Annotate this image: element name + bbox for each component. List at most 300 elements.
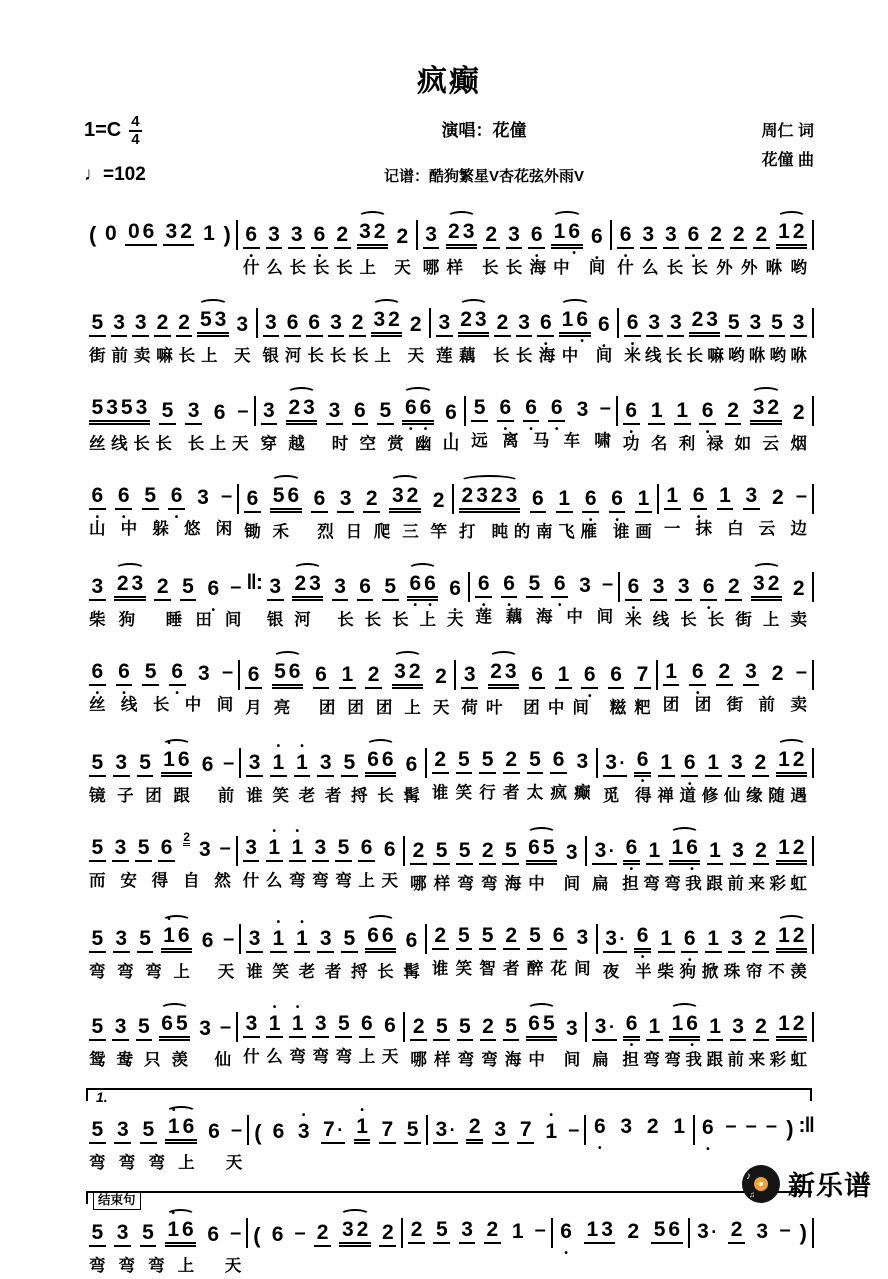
- note-digit: 3: [248, 927, 261, 950]
- note-digit: 6 •: [117, 661, 132, 682]
- note-group: [497, 397, 514, 422]
- note-group: [195, 663, 212, 686]
- notes-row: [700, 1103, 794, 1140]
- note-group: [140, 1222, 157, 1247]
- lyrics-row: [408, 1254, 546, 1276]
- note-digit: 5: [459, 1015, 471, 1038]
- note-group: [295, 1121, 312, 1144]
- lyric-char: 帘: [746, 963, 763, 981]
- note-digit: 6 •: [418, 397, 433, 418]
- singer-credit: 演唱：花僮: [441, 121, 527, 140]
- note-digit: 2: [732, 223, 745, 246]
- lyric-char: 前: [217, 787, 235, 805]
- note-digit: 2: [482, 1015, 494, 1038]
- note-digit: 6: [367, 748, 379, 771]
- note-digit: 3: [268, 223, 280, 246]
- note-digit: 3: [265, 311, 277, 334]
- lyric-char: 日: [345, 523, 363, 541]
- note-digit: 6 •: [408, 573, 423, 594]
- note-group: [199, 754, 216, 777]
- measure: [84, 296, 256, 369]
- duration-dash: –: [221, 485, 233, 507]
- note-group: [408, 1219, 425, 1244]
- note-digit: 5: [458, 924, 470, 947]
- note-digit: 6 •: [682, 928, 697, 949]
- note-group: [530, 488, 547, 513]
- note-digit: 6: [405, 929, 418, 952]
- note-group: [526, 837, 557, 865]
- lyric-char: 跟: [706, 1051, 723, 1069]
- note-group: [526, 1013, 557, 1041]
- lyric-char: 空: [359, 435, 377, 453]
- lyrics-row: [89, 347, 251, 369]
- note-digit: 6: [247, 663, 260, 686]
- lyric-char: 夜: [602, 963, 620, 981]
- note-digit: 6 •: [549, 397, 564, 418]
- barline: [812, 308, 814, 338]
- note-group: [623, 400, 640, 425]
- note-digit: 6: [367, 924, 379, 947]
- measure: [84, 648, 238, 718]
- lyric-char: 线: [644, 347, 662, 365]
- note-digit: 3: [91, 575, 104, 598]
- note-group: [625, 576, 642, 601]
- lyric-char: 老: [298, 963, 316, 981]
- lyric-char: [148, 611, 153, 633]
- lyric-char: 画: [635, 523, 652, 541]
- lyric-char: 中: [120, 520, 138, 538]
- barline: [812, 836, 814, 866]
- note-group: [89, 576, 106, 601]
- note-digit: 6 •: [624, 837, 639, 858]
- lyrics-row: [471, 432, 611, 454]
- notes-row: [89, 824, 231, 862]
- lyric-char: 弯: [89, 1154, 106, 1172]
- note-digit: 3: [330, 311, 342, 334]
- parenthesis: ): [786, 1116, 794, 1141]
- duration-dash: –: [765, 1115, 778, 1137]
- note-group: [479, 840, 496, 865]
- notes-row: [436, 296, 612, 337]
- lyric-char: 只: [144, 1051, 161, 1069]
- note-digit: 6 •: [624, 1013, 639, 1034]
- lyric-char: 如: [734, 435, 752, 453]
- lyric-char: 弯: [118, 1257, 136, 1275]
- note-digit: 3: [197, 662, 210, 685]
- note-digit: 0: [127, 220, 140, 243]
- note-digit: 2: [505, 748, 518, 771]
- note-group: [548, 397, 565, 422]
- note-digit: 1: [719, 484, 731, 507]
- lyrics-row: [261, 435, 460, 457]
- note-group: [433, 666, 450, 689]
- lyric-char: 弯: [289, 1048, 306, 1066]
- note-digit: 1: [778, 748, 790, 771]
- measure: [454, 472, 657, 545]
- note-digit: 1: [707, 927, 720, 950]
- duration-dash: –: [779, 1219, 791, 1241]
- lyric-char: 长: [377, 787, 394, 805]
- lyric-char: 间: [595, 347, 613, 365]
- note-digit: 1: [660, 927, 673, 950]
- lyric-char: 的: [513, 523, 531, 541]
- lyric-char: 禾: [272, 523, 289, 541]
- note-group: [294, 752, 311, 777]
- lyric-char: 弯: [118, 1154, 136, 1172]
- lyric-char: 长: [152, 696, 170, 714]
- note-digit: 2: [116, 572, 129, 595]
- notes-row: [89, 1206, 241, 1247]
- lyric-char: 半: [635, 963, 652, 981]
- notes-row: [664, 472, 807, 510]
- note-group: [197, 1018, 214, 1041]
- lyric-char: 云: [758, 520, 776, 538]
- note-group: [243, 224, 260, 249]
- lyric-char: [625, 787, 630, 809]
- lyric-char: 三: [402, 523, 419, 541]
- lyric-char: 上: [419, 611, 436, 629]
- note-group: [556, 488, 573, 513]
- note-group: [363, 488, 380, 513]
- note-digit: 3: [341, 1218, 354, 1241]
- note-digit: 6: [383, 838, 396, 861]
- note-digit: 2: [468, 1115, 481, 1138]
- notes-row: [663, 648, 807, 686]
- lyric-char: 哟: [728, 347, 745, 365]
- note-group: [292, 573, 323, 601]
- note-digit: 2: [490, 484, 503, 507]
- measure: [84, 1103, 247, 1176]
- note-group: [663, 224, 680, 249]
- note-digit: 3: [579, 574, 591, 597]
- note-digit: 2: [412, 839, 425, 862]
- lyric-char: 弯: [664, 875, 681, 893]
- measure: [466, 384, 616, 454]
- score-line: [84, 912, 814, 985]
- note-group: [617, 224, 634, 249]
- lyric-char: 哪: [410, 875, 427, 893]
- key-label: 1=C: [84, 119, 122, 142]
- lyric-char: 弯: [643, 875, 660, 893]
- lyric-char: 鸳: [89, 1051, 106, 1069]
- note-digit: 5: [274, 660, 286, 683]
- note-group: [89, 397, 150, 425]
- song-title: 疯癫: [417, 65, 481, 98]
- note-group: [269, 1224, 286, 1247]
- note-digit: 3: [648, 311, 660, 334]
- note-digit: 3: [505, 484, 518, 507]
- note-digit: 2: [156, 575, 169, 598]
- note-digit: 2: [396, 225, 409, 248]
- note-digit: 6 •: [590, 226, 605, 247]
- note-group: [289, 837, 306, 862]
- duration-dash: –: [725, 1115, 737, 1137]
- note-digit: 3: [290, 223, 303, 246]
- note-group: [382, 1015, 399, 1038]
- note-group: [403, 930, 420, 953]
- note-digit: 2: [485, 223, 498, 246]
- note-digit: 6: [315, 663, 327, 686]
- note-digit: 5: [473, 396, 486, 419]
- note-digit: 6 •: [444, 402, 459, 423]
- lyric-char: 上: [374, 347, 392, 365]
- note-digit: 5: [542, 836, 555, 859]
- lyric-char: 鸯: [116, 1051, 133, 1069]
- lyric-char: 银: [262, 347, 279, 365]
- lyrics-row: [617, 259, 807, 281]
- augmentation-dot: ·: [619, 752, 626, 773]
- note-group: [529, 664, 546, 689]
- vinyl-record-icon: [742, 1165, 780, 1203]
- lyrics-row: [244, 523, 447, 545]
- note-group: [707, 1016, 724, 1041]
- lyric-char: 上: [404, 699, 421, 717]
- note-group: [349, 312, 366, 337]
- note-digit: 6: [160, 836, 173, 859]
- note-group: [266, 1013, 283, 1038]
- note-group: [103, 223, 120, 246]
- note-group: [574, 751, 591, 774]
- note-digit: 3: [134, 311, 147, 334]
- lyric-char: 上: [359, 259, 376, 277]
- note-group: [501, 573, 518, 598]
- note-group: [404, 1119, 421, 1144]
- composer-credit: 花僮 曲: [761, 151, 814, 169]
- lyric-char: [577, 259, 582, 281]
- note-digit: 5: [91, 1015, 104, 1038]
- note-group: [407, 573, 438, 601]
- lyrics-row: [89, 520, 232, 542]
- lyric-char: 哪: [422, 259, 440, 277]
- lyric-char: 天: [231, 435, 249, 453]
- note-digit: 2: [434, 924, 447, 947]
- note-group: [753, 1016, 770, 1041]
- lyric-char: 一: [663, 520, 681, 538]
- note-digit: 3: [391, 484, 404, 507]
- note-group: [483, 224, 500, 249]
- note-digit: 3: [594, 839, 607, 862]
- note-digit: 3: [114, 836, 127, 859]
- note-digit: 3: [339, 487, 352, 510]
- note-group: [503, 1016, 520, 1041]
- note-group: [663, 661, 680, 686]
- note-group: [790, 402, 807, 425]
- note-group: [321, 1119, 346, 1144]
- lyrics-row: [558, 1254, 683, 1276]
- note-group: [154, 312, 171, 337]
- lyrics-row: [254, 1154, 421, 1176]
- note-group: [335, 1013, 352, 1038]
- note-group: [776, 749, 807, 777]
- lyric-char: 哟: [790, 259, 807, 277]
- note-digit: 3: [752, 396, 765, 419]
- note-group: [433, 1016, 450, 1041]
- note-digit: 1: [778, 836, 790, 859]
- note-digit: 2: [448, 220, 460, 243]
- lyric-char: [202, 787, 207, 809]
- note-group: [728, 752, 745, 777]
- notes-row: [245, 648, 449, 689]
- lyric-char: [613, 1051, 618, 1073]
- note-group: [559, 309, 590, 337]
- notes-row: [408, 1206, 546, 1244]
- note-digit: 6 •: [90, 661, 105, 682]
- lyric-char: [322, 611, 327, 633]
- lyric-char: 上: [209, 435, 227, 453]
- note-group: [457, 1016, 474, 1041]
- duration-dash: –: [223, 752, 235, 774]
- note-digit: 2: [367, 663, 380, 686]
- note-digit: 1: [648, 1015, 661, 1038]
- note-digit: 2: [435, 665, 447, 688]
- lyric-char: 间: [563, 1051, 581, 1069]
- note-digit: 2: [730, 1218, 743, 1241]
- augmentation-dot: ·: [711, 1221, 718, 1242]
- note-digit: 2: [754, 927, 767, 950]
- note-digit: 1 •: [295, 928, 310, 949]
- measure: [695, 1103, 799, 1172]
- lyric-char: 弯: [480, 875, 498, 893]
- note-group: [289, 1013, 306, 1038]
- note-digit: 3: [131, 572, 144, 595]
- note-digit: 6: [552, 748, 565, 771]
- note-digit: 3: [476, 484, 488, 507]
- note-digit: 1 •: [544, 1121, 559, 1142]
- lyric-char: [202, 963, 207, 985]
- measures-row: [84, 912, 814, 985]
- note-digit: 1: [553, 220, 566, 243]
- lyric-char: 上: [177, 1257, 195, 1275]
- note-digit: 7: [323, 1118, 335, 1141]
- note-group: [752, 928, 769, 953]
- note-group: [502, 840, 519, 865]
- lyrics-row: [243, 259, 411, 281]
- lyric-char: 长: [492, 347, 510, 365]
- note-group: [716, 661, 733, 686]
- note-digit: 5: [435, 1015, 448, 1038]
- note-group: [589, 226, 606, 249]
- note-group: [142, 485, 159, 510]
- note-group: [358, 837, 375, 862]
- duration-dash: –: [795, 485, 807, 507]
- lyric-char: 前: [758, 696, 776, 714]
- note-group: [168, 485, 185, 510]
- notes-row: [244, 472, 447, 513]
- notes-row: [432, 912, 591, 950]
- lyric-char: 银: [266, 611, 284, 629]
- lyric-char: 天: [446, 611, 464, 629]
- note-digit: 6: [201, 753, 214, 776]
- measure: [428, 1103, 585, 1176]
- lyric-char: 团: [375, 699, 393, 717]
- lyric-char: 长: [312, 259, 330, 277]
- lyric-char: 谁: [612, 523, 630, 541]
- lyric-char: 弯: [335, 1048, 353, 1066]
- note-digit: 1: [709, 1015, 721, 1038]
- note-digit: 6 •: [625, 312, 640, 333]
- note-digit: 1: [648, 839, 661, 862]
- note-group: [671, 1116, 688, 1139]
- note-group: [111, 312, 128, 337]
- note-digit: 6 •: [682, 752, 697, 773]
- lyric-char: 来: [748, 875, 765, 893]
- lyric-char: 样: [433, 1051, 451, 1069]
- lyric-char: 长: [666, 259, 684, 277]
- note-digit: 6 •: [686, 224, 701, 245]
- note-group: [270, 928, 287, 953]
- note-digit: 5: [199, 308, 212, 331]
- note-group: [142, 661, 159, 686]
- lyric-char: 捋: [350, 787, 368, 805]
- note-digit: 2: [381, 1221, 394, 1244]
- note-group: [357, 576, 374, 601]
- lyric-char: 上: [762, 611, 780, 629]
- note-group: [433, 1219, 450, 1244]
- lyric-char: [603, 523, 608, 545]
- barline: [812, 484, 814, 514]
- note-digit: 6: [201, 929, 214, 952]
- lyric-char: 盹: [491, 523, 509, 541]
- note-group: [674, 400, 691, 425]
- lyric-char: 么: [265, 872, 283, 890]
- note-digit: 6: [161, 1012, 173, 1035]
- note-group: [609, 488, 626, 513]
- lyric-char: 海: [538, 347, 556, 365]
- lyric-char: 时: [331, 435, 349, 453]
- lyric-char: 亮: [273, 699, 291, 717]
- note-digit: 5: [337, 1012, 350, 1035]
- note-group: [246, 928, 263, 953]
- note-digit: 2: [180, 220, 192, 243]
- lyric-char: 利: [678, 435, 696, 453]
- note-digit: 2: [432, 489, 445, 512]
- lyric-char: 长: [515, 347, 533, 365]
- measure: [405, 1000, 585, 1073]
- notes-row: [246, 912, 420, 953]
- note-digit: 2: [767, 396, 780, 419]
- notes-row: [623, 384, 807, 425]
- note-group: [667, 312, 684, 337]
- lyric-char: [470, 259, 475, 281]
- note-digit: 6: [528, 1012, 540, 1035]
- lyrics-row: [623, 435, 807, 457]
- lyric-char: 长: [392, 611, 409, 629]
- note-group: [113, 752, 130, 777]
- lyric-char: 么: [642, 259, 659, 277]
- lyrics-row: [475, 608, 613, 630]
- note-digit: 1: [650, 399, 663, 422]
- note-digit: 2: [792, 836, 805, 859]
- lyrics-row: [459, 523, 652, 545]
- lyric-char: 谁: [431, 784, 449, 802]
- lyric-char: 么: [266, 259, 283, 277]
- note-group: [89, 1016, 106, 1041]
- note-group: [790, 578, 807, 601]
- lyric-char: 羡: [790, 963, 807, 981]
- lyric-char: 仙: [723, 787, 741, 805]
- lyric-char: 长: [337, 611, 354, 629]
- note-group: [689, 309, 720, 337]
- note-group: [197, 309, 228, 337]
- note-group: [447, 578, 464, 601]
- note-group: [357, 221, 388, 249]
- lyric-char: 我: [685, 1051, 702, 1069]
- note-group: [89, 928, 106, 953]
- note-group: [503, 749, 520, 774]
- note-digit: 1: [558, 487, 571, 510]
- note-digit: 3: [214, 308, 227, 331]
- note-group: [551, 573, 568, 598]
